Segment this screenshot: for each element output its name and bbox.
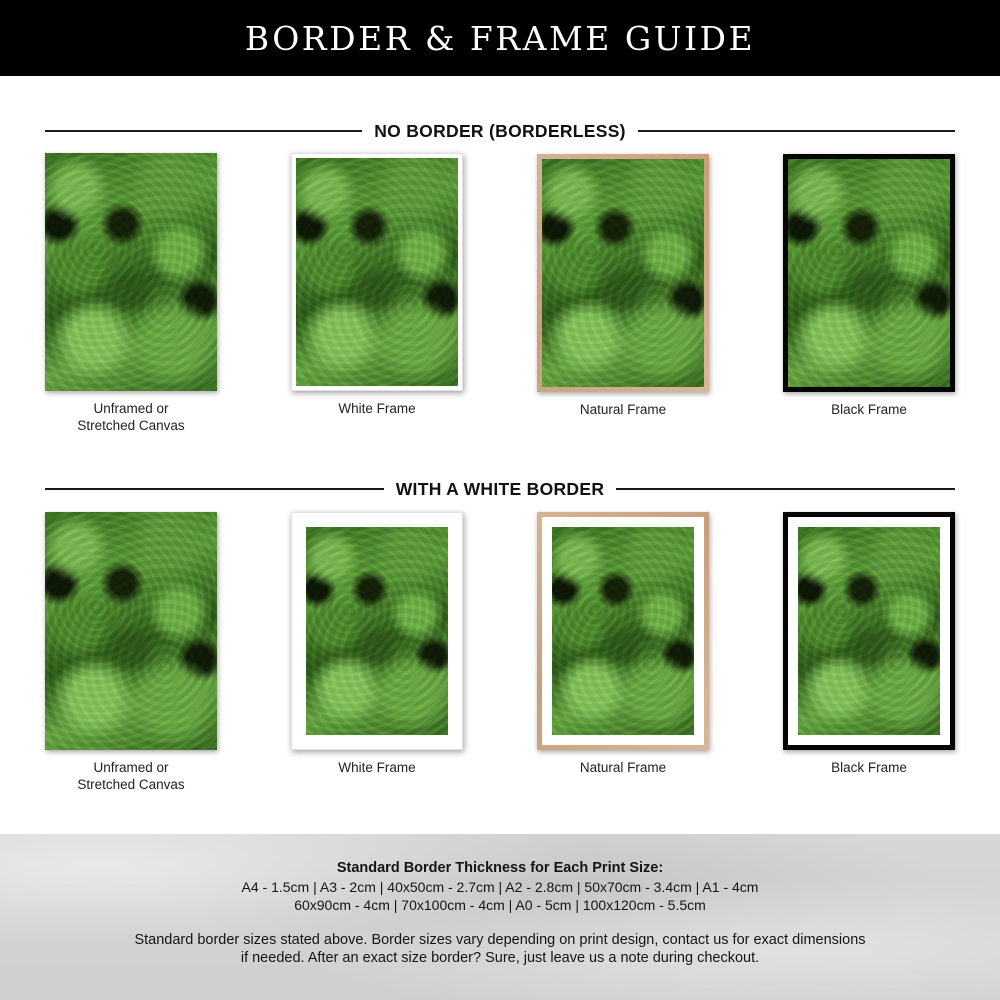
white-frame	[291, 153, 463, 391]
hydrangea-photo	[552, 527, 694, 735]
hydrangea-photo	[296, 158, 458, 386]
option-natural-frame-borderless[interactable]	[537, 154, 709, 418]
option-white-frame-white-border[interactable]	[291, 512, 463, 776]
option-caption: Natural Frame	[579, 760, 667, 775]
option-caption: Black Frame	[831, 402, 907, 417]
natural-frame	[537, 154, 709, 392]
print-preview	[45, 153, 217, 391]
black-frame	[783, 512, 955, 750]
option-caption: White Frame	[338, 760, 416, 775]
divider	[638, 130, 955, 132]
option-caption: Unframed or Stretched Canvas	[77, 760, 185, 792]
black-frame	[783, 154, 955, 392]
print-preview	[45, 512, 217, 750]
header-bar	[0, 0, 1000, 76]
footer-note: Standard border sizes stated above. Border sizes vary depending on print design, contact us for exact dimensions if needed. After an exact size border? Sure, just leave us a note during checkout.	[134, 932, 866, 966]
option-caption: White Frame	[338, 401, 416, 416]
hydrangea-photo	[45, 153, 217, 391]
border-thickness-info	[0, 834, 1000, 1000]
natural-frame	[537, 512, 709, 750]
option-black-frame-white-border[interactable]	[783, 512, 955, 776]
option-caption: Black Frame	[831, 760, 907, 775]
section-heading: WITH A WHITE BORDER	[395, 478, 605, 499]
divider	[45, 130, 362, 132]
white-mat-border	[296, 517, 458, 745]
footer-title: Standard Border Thickness for Each Print Size:	[336, 860, 664, 876]
option-caption: Natural Frame	[579, 402, 667, 417]
option-caption: Unframed or Stretched Canvas	[77, 401, 185, 433]
sizes-line-2: 60x90cm - 4cm | 70x100cm - 4cm | A0 - 5cm | 100x120cm - 5.5cm	[294, 897, 706, 913]
white-mat-border	[788, 517, 950, 745]
hydrangea-photo	[542, 159, 704, 387]
sizes-line-1: A4 - 1.5cm | A3 - 2cm | 40x50cm - 2.7cm | A2 - 2.8cm | 50x70cm - 3.4cm | A1 - 4cm	[241, 879, 759, 895]
option-unframed-white-border[interactable]	[45, 512, 217, 793]
section-title-borderless	[45, 119, 955, 143]
page-title: BORDER & FRAME GUIDE	[244, 18, 756, 58]
hydrangea-photo	[306, 527, 448, 735]
divider	[45, 488, 384, 490]
option-black-frame-borderless[interactable]	[783, 154, 955, 418]
white-frame	[291, 512, 463, 750]
hydrangea-photo	[788, 159, 950, 387]
white-mat-border	[542, 517, 704, 745]
hydrangea-photo	[798, 527, 940, 735]
section-title-white-border	[45, 477, 955, 501]
option-natural-frame-white-border[interactable]	[537, 512, 709, 776]
divider	[616, 488, 955, 490]
option-unframed-borderless[interactable]	[45, 153, 217, 434]
section-heading: NO BORDER (BORDERLESS)	[374, 120, 626, 141]
hydrangea-photo	[45, 512, 217, 750]
option-white-frame-borderless[interactable]	[291, 153, 463, 417]
